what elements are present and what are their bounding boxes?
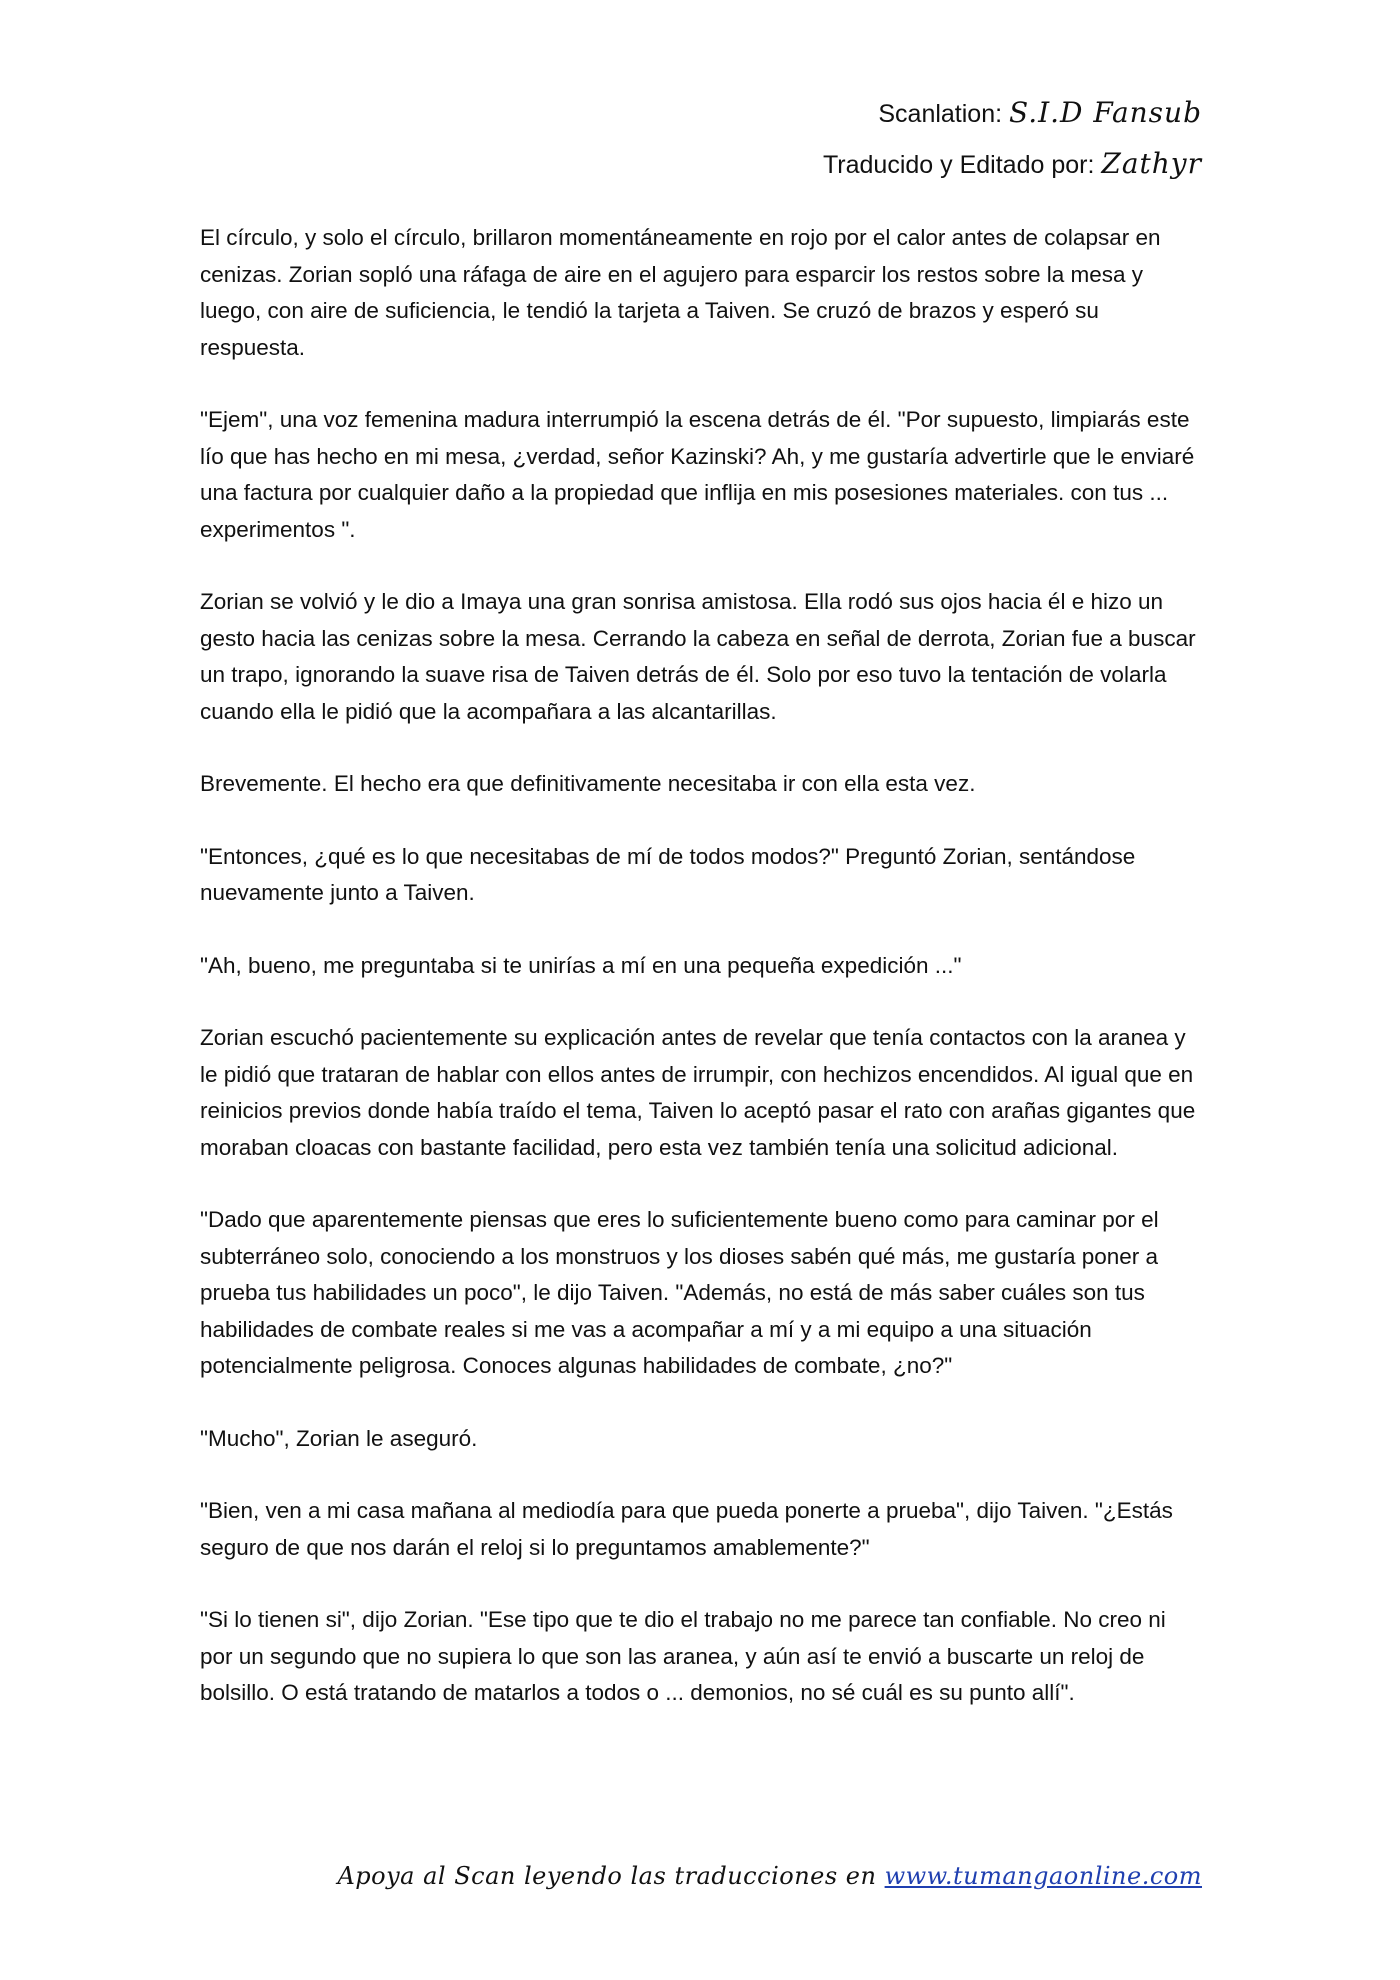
paragraph: "Dado que aparentemente piensas que eres lo suficientemente bueno como para caminar por el subterráneo solo, conociendo a los monstruos y los dioses sabén qué más, me gustaría poner a prueba tus habilidades un poco", le dijo Taiven. "Además, no está de más saber cuáles son tus habilidades de combate reales si me vas a acompañar a mí y a mi equipo a una situación potencialmente peligrosa. Conoces algunas habilidades de combate, ¿no?" bbox=[200, 1207, 1159, 1378]
paragraph: "Entonces, ¿qué es lo que necesitabas de mí de todos modos?" Preguntó Zorian, sentándose nuevamente junto a Taiven. bbox=[200, 843, 1136, 905]
translator-credit bbox=[823, 139, 1202, 190]
paragraph: "Si lo tienen si", dijo Zorian. "Ese tipo que te dio el trabajo no me parece tan confiable. No creo ni por un segundo que no supiera lo que son las aranea, y aún así te envió a buscarte un reloj de bolsillo. O está tratando de matarlos a todos o ... demonios, no sé cuál es su punto allí". bbox=[200, 1607, 1166, 1705]
chapter-text bbox=[200, 220, 1204, 1748]
paragraph: El círculo, y solo el círculo, brillaron momentáneamente en rojo por el calor antes de colapsar en cenizas. Zorian sopló una ráfaga de aire en el agujero para esparcir los restos sobre la mesa y luego, con aire de suficiencia, le tendió la tarjeta a Taiven. Se cruzó de brazos y esperó su respuesta. bbox=[200, 225, 1161, 360]
paragraph: "Bien, ven a mi casa mañana al mediodía para que pueda ponerte a prueba", dijo Taiven. "¿Estás seguro de que nos darán el reloj si lo preguntamos amablemente?" bbox=[200, 1498, 1173, 1560]
footer-promo bbox=[337, 1862, 1202, 1890]
paragraph: Zorian se volvió y le dio a Imaya una gran sonrisa amistosa. Ella rodó sus ojos hacia él e hizo un gesto hacia las cenizas sobre la mesa. Cerrando la cabeza en señal de derrota, Zorian fue a buscar un trapo, ignorando la suave risa de Taiven detrás de él. Solo por eso tuvo la tentación de volarla cuando ella le pidió que la acompañara a las alcantarillas. bbox=[200, 589, 1196, 724]
translator-label: Traducido y Editado por: bbox=[822, 151, 1095, 179]
footer-text: Apoya al Scan leyendo las traducciones en bbox=[337, 1862, 885, 1890]
credits-block bbox=[823, 88, 1202, 190]
translator-name: Zathyr bbox=[1101, 147, 1202, 180]
paragraph: "Ejem", una voz femenina madura interrumpió la escena detrás de él. "Por supuesto, limpiarás este lío que has hecho en mi mesa, ¿verdad, señor Kazinski? Ah, y me gustaría advertirle que le enviaré una factura por cualquier daño a la propiedad que inflija en mis posesiones materiales. con tus ... experimentos ". bbox=[200, 407, 1195, 542]
footer-link[interactable]: www.tumangaonline.com bbox=[884, 1862, 1202, 1890]
paragraph: Brevemente. El hecho era que definitivamente necesitaba ir con ella esta vez. bbox=[200, 771, 976, 796]
scanlation-credit bbox=[823, 88, 1202, 139]
paragraph: Zorian escuchó pacientemente su explicación antes de revelar que tenía contactos con la aranea y le pidió que trataran de hablar con ellos antes de irrumpir, con hechizos encendidos. Al igual que en reinicios previos donde había traído el tema, Taiven lo aceptó pasar el rato con arañas gigantes que moraban cloacas con bastante facilidad, pero esta vez también tenía una solicitud adicional. bbox=[200, 1025, 1196, 1160]
scanlation-group: S.I.D Fansub bbox=[1009, 96, 1202, 129]
paragraph: "Ah, bueno, me preguntaba si te unirías a mí en una pequeña expedición ..." bbox=[200, 952, 962, 978]
scanlation-label: Scanlation: bbox=[878, 100, 1003, 128]
paragraph: "Mucho", Zorian le aseguró. bbox=[200, 1425, 478, 1451]
